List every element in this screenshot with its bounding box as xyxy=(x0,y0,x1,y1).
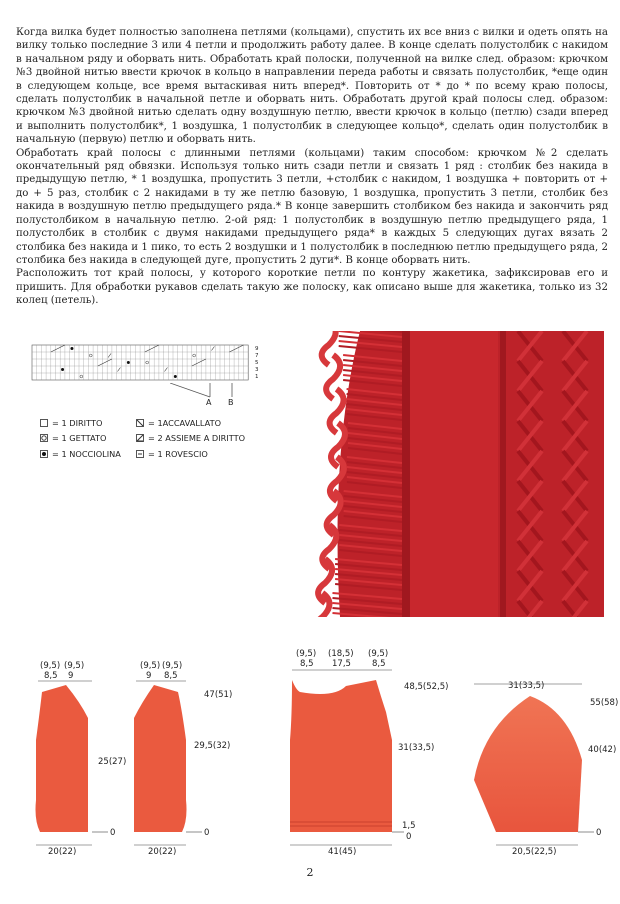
svg-text:0: 0 xyxy=(406,832,412,842)
svg-text:(9,5): (9,5) xyxy=(162,661,183,671)
svg-text:1,5: 1,5 xyxy=(402,821,416,831)
right-front-shape xyxy=(134,685,187,832)
page-number: 2 xyxy=(306,866,314,879)
instructions-text xyxy=(16,26,608,308)
garment-photo xyxy=(290,331,604,617)
chart-row-number: 9 xyxy=(255,346,259,352)
svg-text:(9,5): (9,5) xyxy=(40,661,61,671)
svg-text:8,5: 8,5 xyxy=(300,659,314,669)
legend-item: = 1 DIRITTO xyxy=(40,418,102,428)
paragraph-2: Обработать край полосы с длинными петлями (кольцами) таким способом: крючком №2 сделать окончательный ряд обвязки. Используя только нить сзади петли и связать 1 ряд : столбик без накида в предыдущую петлю, * 1 воздушка, пропустить 3 петли, +столбик с накидом, 1 воздушка + повторить от + до + 5 раз, столбик с 2 накидами в ту же петлю базовую, 1 воздушка, пропустить 3 петли, столбик без накида в воздушную петлю предыдущего ряда.* В конце завершить столбиком без накида и закончить ряд полустолбиком в начальную петлю. 2-ой ряд: 1 полустолбик в воздушную петлю предыдущего ряда, 1 полустолбик в столбик с двумя накидами предыдущего ряда* в каждых 5 следующих дугах вязать 2 столбика без накида и 1 пико, то есть 2 воздушки и 1 полустолбик в последнюю петлю предыдущего ряда, 2 столбика без накида в следующей дуге, пропустить 2 дуги*. В конце оборвать нить. xyxy=(16,147,608,266)
dot-square-icon xyxy=(40,450,48,458)
empty-square-icon xyxy=(40,419,48,427)
svg-text:20(22): 20(22) xyxy=(148,847,177,857)
right-front-panel xyxy=(134,661,232,857)
legend-item: = 1ACCAVALLATO xyxy=(136,418,221,428)
svg-text:41(45): 41(45) xyxy=(328,847,357,857)
sleeve-shape xyxy=(474,696,582,832)
left-front-panel xyxy=(36,661,127,857)
paragraph-1: Когда вилка будет полностью заполнена петлями (кольцами), спустить их все вниз с вилки и одеть опять на вилку только последние 3 или 4 петли и продолжить работу далее. В конце сделать полустолбик с накидом в начальном ряду и оборвать нить. Обработать край полоски, полученной на вилке след. образом: крючком №3 двойной нитью ввести крючок в кольцо в направлении переда работы и связать полустолбик, *еще один в следующем кольце, все время вытаскивая нить вперед*. Повторить от * до * по всему краю полосы, сделать полустолбик в начальной петле и оборвать нить. Обработать другой край полосы след. образом: крючком №3 двойной нитью сделать одну воздушную петлю, ввести крючок в кольцо (петлю) сзади вперед и выполнить полустолбик*, 1 воздушка, 1 полустолбик в следующее кольцо*, сделать один полустолбик в начальную (первую) петлю и оборвать нить. xyxy=(16,27,608,146)
svg-text:0: 0 xyxy=(596,828,602,838)
legend-item: = 1 GETTATO xyxy=(40,433,106,443)
marker-a: A xyxy=(206,398,212,407)
svg-text:0: 0 xyxy=(204,828,210,838)
svg-text:55(58): 55(58) xyxy=(590,698,619,708)
slash-square-icon xyxy=(136,419,144,427)
svg-text:(18,5): (18,5) xyxy=(328,649,354,659)
legend-item: = 1 NOCCIOLINA xyxy=(40,449,121,459)
sleeve-panel xyxy=(474,681,618,857)
svg-text:40(42): 40(42) xyxy=(588,745,617,755)
svg-text:9: 9 xyxy=(146,671,152,681)
garment-schematics xyxy=(0,640,620,870)
dash-square-icon xyxy=(136,450,144,458)
svg-text:0: 0 xyxy=(110,828,116,838)
chart-grid xyxy=(32,345,248,380)
svg-text:31(33,5): 31(33,5) xyxy=(398,743,435,753)
chart-row-number: 1 xyxy=(255,374,259,380)
svg-text:8,5: 8,5 xyxy=(372,659,386,669)
svg-text:17,5: 17,5 xyxy=(332,659,351,669)
legend-item: = 2 ASSIEME A DIRITTO xyxy=(136,433,245,443)
svg-text:47(51): 47(51) xyxy=(204,690,233,700)
svg-text:(9,5): (9,5) xyxy=(296,649,317,659)
triangle-square-icon xyxy=(136,434,144,442)
svg-text:31(33,5): 31(33,5) xyxy=(508,681,545,691)
svg-text:9: 9 xyxy=(68,671,74,681)
svg-text:20(22): 20(22) xyxy=(48,847,77,857)
svg-text:25(27): 25(27) xyxy=(98,757,127,767)
left-front-shape xyxy=(36,685,89,832)
svg-text:(9,5): (9,5) xyxy=(368,649,389,659)
chart-repeat-markers xyxy=(170,383,240,407)
circle-square-icon xyxy=(40,434,48,442)
svg-text:8,5: 8,5 xyxy=(164,671,178,681)
chart-row-number: 5 xyxy=(255,360,259,366)
back-shape xyxy=(290,680,392,832)
chart-row-number: 3 xyxy=(255,367,259,373)
paragraph-3: Расположить тот край полосы, у которого короткие петли по контуру жакетика, зафиксировав его и пришить. Для обработки рукавов сделать такую же полоску, как описано выше для жакетика, только из 32 колец (петель). xyxy=(16,268,608,307)
legend-item: = 1 ROVESCIO xyxy=(136,449,208,459)
back-panel xyxy=(290,649,448,857)
svg-text:48,5(52,5): 48,5(52,5) xyxy=(404,682,449,692)
marker-b: B xyxy=(228,398,234,407)
chart-row-number: 7 xyxy=(255,353,259,359)
svg-text:29,5(32): 29,5(32) xyxy=(194,741,231,751)
svg-text:(9,5): (9,5) xyxy=(140,661,161,671)
svg-text:20,5(22,5): 20,5(22,5) xyxy=(512,847,557,857)
stitch-chart xyxy=(30,343,260,383)
svg-text:8,5: 8,5 xyxy=(44,671,58,681)
svg-text:(9,5): (9,5) xyxy=(64,661,85,671)
